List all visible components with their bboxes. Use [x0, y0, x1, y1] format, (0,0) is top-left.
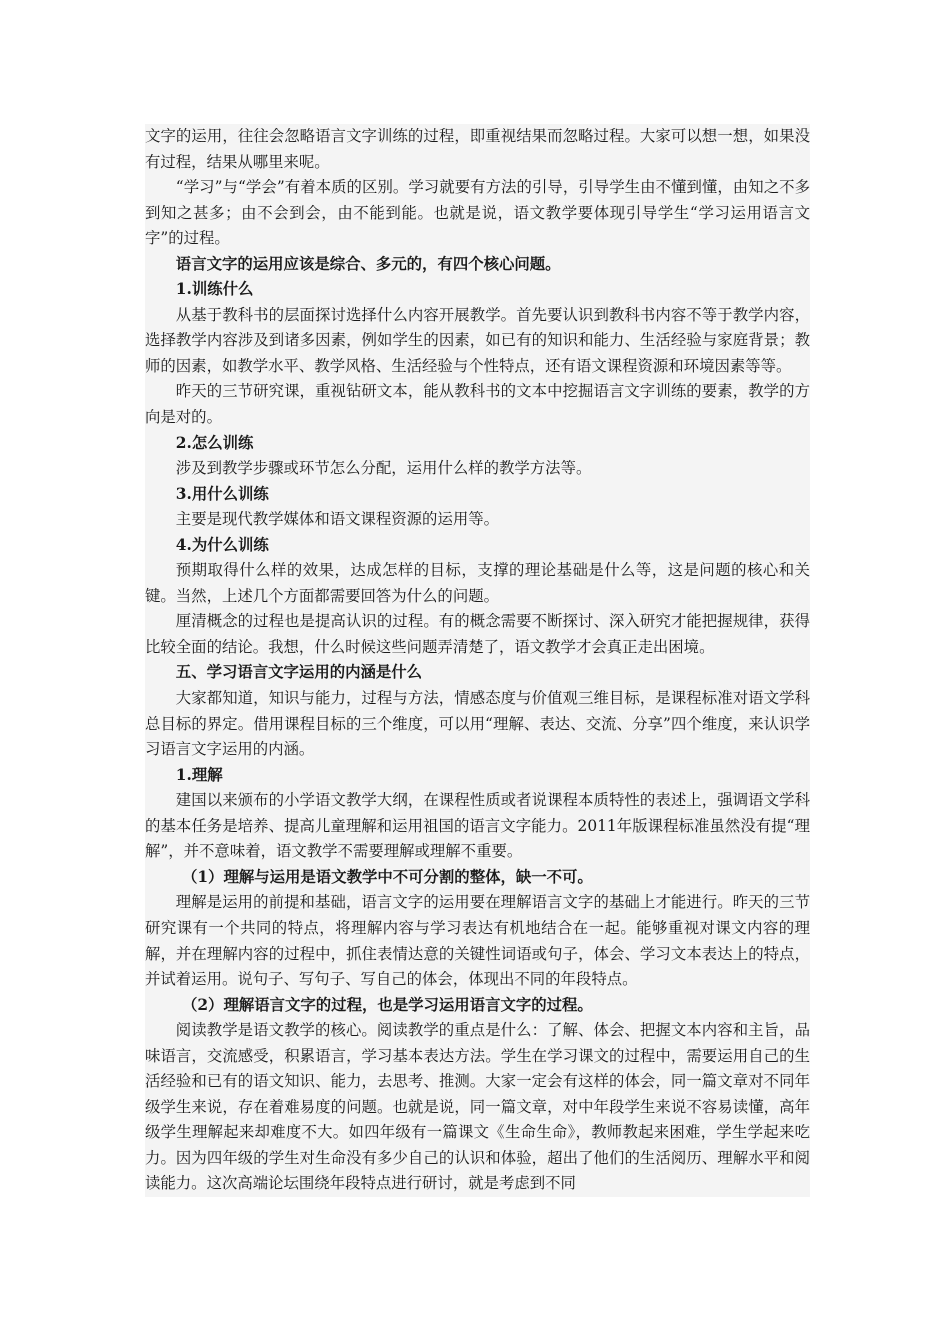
paragraph: 预期取得什么样的效果，达成怎样的目标，支撑的理论基础是什么等，这是问题的核心和关键。当然，上述几个方面都需要回答为什么的问题。	[145, 558, 810, 609]
paragraph: 厘清概念的过程也是提高认识的过程。有的概念需要不断探讨、深入研究才能把握规律，获得比较全面的结论。我想，什么时候这些问题弄清楚了，语文教学才会真正走出困境。	[145, 609, 810, 660]
sub-heading: （1）理解与运用是语文教学中不可分割的整体，缺一不可。	[145, 865, 810, 891]
paragraph: 主要是现代教学媒体和语文课程资源的运用等。	[145, 507, 810, 533]
section-heading: 2.怎么训练	[145, 431, 810, 457]
paragraph: 昨天的三节研究课，重视钻研文本，能从教科书的文本中挖掘语言文字训练的要素，教学的方向是对的。	[145, 379, 810, 430]
document-body	[145, 124, 810, 1197]
paragraph: 文字的运用，往往会忽略语言文字训练的过程，即重视结果而忽略过程。大家可以想一想，如果没有过程，结果从哪里来呢。	[145, 124, 810, 175]
paragraph: 阅读教学是语文教学的核心。阅读教学的重点是什么：了解、体会、把握文本内容和主旨，品味语言，交流感受，积累语言，学习基本表达方法。学生在学习课文的过程中，需要运用自己的生活经验和已有的语文知识、能力，去思考、推测。大家一定会有这样的体会，同一篇文章对不同年级学生来说，存在着难易度的问题。也就是说，同一篇文章，对中年段学生来说不容易读懂，高年级学生理解起来却难度不大。如四年级有一篇课文《生命生命》，教师教起来困难，学生学起来吃力。因为四年级的学生对生命没有多少自己的认识和体验，超出了他们的生活阅历、理解水平和阅读能力。这次高端论坛围绕年段特点进行研讨，就是考虑到不同	[145, 1018, 810, 1197]
paragraph: 理解是运用的前提和基础，语言文字的运用要在理解语言文字的基础上才能进行。昨天的三节研究课有一个共同的特点，将理解内容与学习表达有机地结合在一起。能够重视对课文内容的理解，并在理解内容的过程中，抓住表情达意的关键性词语或句子，体会、学习文本表达上的特点，并试着运用。说句子、写句子、写自己的体会，体现出不同的年段特点。	[145, 890, 810, 992]
section-heading: 4.为什么训练	[145, 533, 810, 559]
section-heading: 1.训练什么	[145, 277, 810, 303]
section-heading: 语言文字的运用应该是综合、多元的，有四个核心问题。	[145, 252, 810, 278]
paragraph: 建国以来颁布的小学语文教学大纲，在课程性质或者说课程本质特性的表述上，强调语文学科的基本任务是培养、提高儿童理解和运用祖国的语言文字能力。2011年版课程标准虽然没有提“理解”，并不意味着，语文教学不需要理解或理解不重要。	[145, 788, 810, 865]
paragraph: 涉及到教学步骤或环节怎么分配，运用什么样的教学方法等。	[145, 456, 810, 482]
section-heading: 1.理解	[145, 763, 810, 789]
paragraph: 大家都知道，知识与能力，过程与方法，情感态度与价值观三维目标，是课程标准对语文学科总目标的界定。借用课程目标的三个维度，可以用“理解、表达、交流、分享”四个维度，来认识学习语言文字运用的内涵。	[145, 686, 810, 763]
section-heading: 五、学习语言文字运用的内涵是什么	[145, 660, 810, 686]
sub-heading: （2）理解语言文字的过程，也是学习运用语言文字的过程。	[145, 993, 810, 1019]
section-heading: 3.用什么训练	[145, 482, 810, 508]
paragraph: 从基于教科书的层面探讨选择什么内容开展教学。首先要认识到教科书内容不等于教学内容，选择教学内容涉及到诸多因素，例如学生的因素，如已有的知识和能力、生活经验与家庭背景；教师的因素，如教学水平、教学风格、生活经验与个性特点，还有语文课程资源和环境因素等等。	[145, 303, 810, 380]
paragraph: “学习”与“学会”有着本质的区别。学习就要有方法的引导，引导学生由不懂到懂，由知之不多到知之甚多；由不会到会，由不能到能。也就是说，语文教学要体现引导学生“学习运用语言文字”的过程。	[145, 175, 810, 252]
